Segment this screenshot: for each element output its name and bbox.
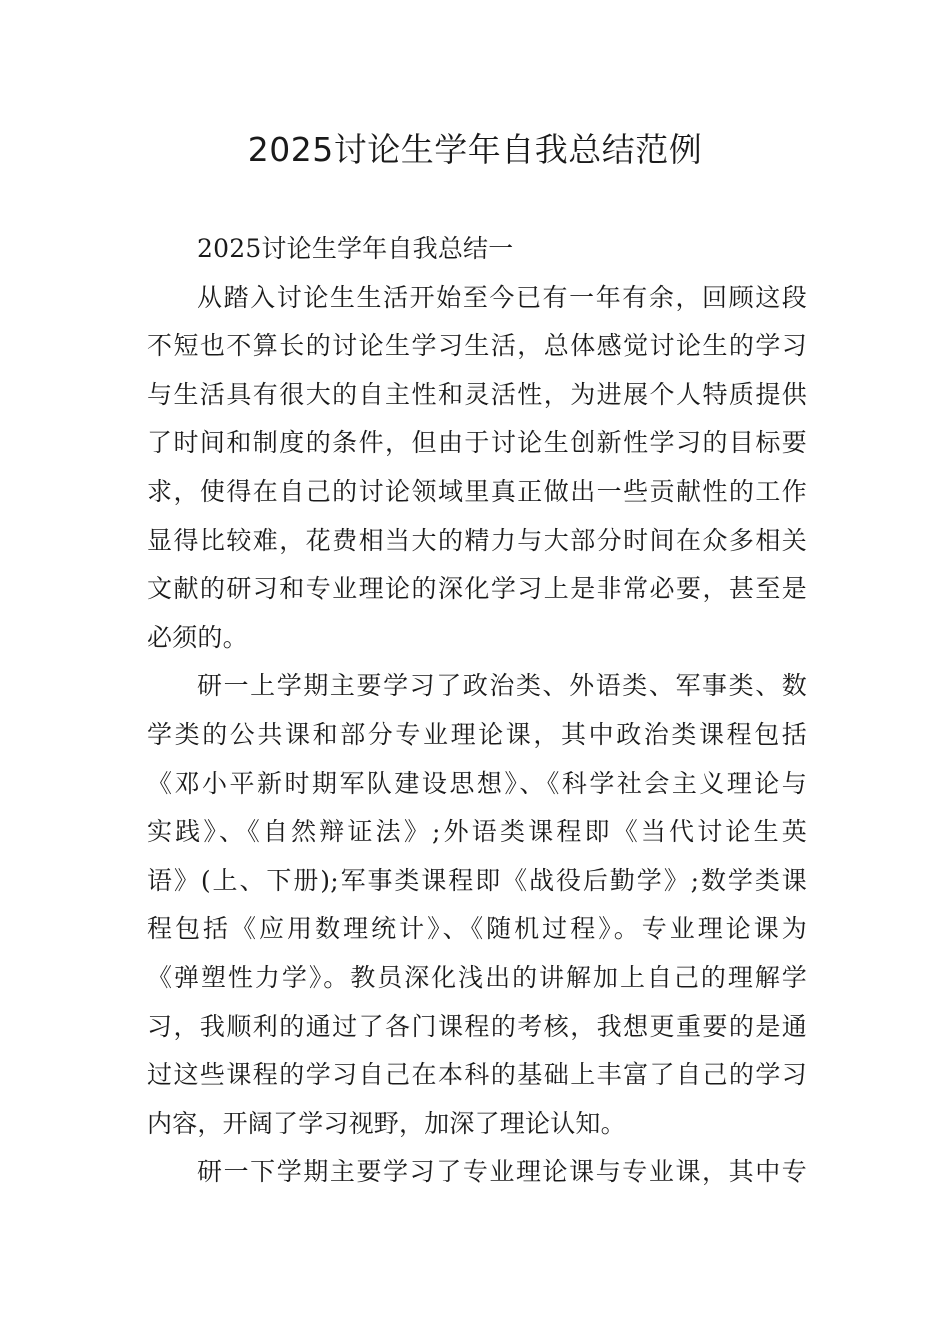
paragraph-line: 过这些课程的学习自己在本科的基础上丰富了自己的学习 <box>147 1060 807 1090</box>
paragraph-line: 从踏入讨论生生活开始至今已有一年有余，回顾这段 <box>197 282 807 312</box>
paragraph-line: 不短也不算长的讨论生学习生活，总体感觉讨论生的学习 <box>147 331 807 361</box>
paragraph-line: 内容，开阔了学习视野，加深了理论认知。 <box>147 1108 626 1138</box>
paragraph-line: 《弹塑性力学》。教员深化浅出的讲解加上自己的理解学 <box>147 962 807 992</box>
paragraph-line: 与生活具有很大的自主性和灵活性，为进展个人特质提供 <box>147 379 807 409</box>
paragraph-line: 学类的公共课和部分专业理论课，其中政治类课程包括 <box>147 719 807 749</box>
paragraph-line: 语》(上、下册);军事类课程即《战役后勤学》;数学类课 <box>147 865 807 895</box>
section-heading: 2025讨论生学年自我总结一 <box>197 234 514 263</box>
paragraph-line: 文献的研习和专业理论的深化学习上是非常必要，甚至是 <box>147 574 807 604</box>
document-title: 2025讨论生学年自我总结范例 <box>247 130 703 169</box>
paragraph-line: 了时间和制度的条件，但由于讨论生创新性学习的目标要 <box>147 428 807 458</box>
paragraph-line: 程包括《应用数理统计》、《随机过程》。专业理论课为 <box>147 914 807 944</box>
paragraph-line: 求，使得在自己的讨论领域里真正做出一些贡献性的工作 <box>147 476 807 506</box>
paragraph-line: 习，我顺利的通过了各门课程的考核，我想更重要的是通 <box>147 1011 807 1041</box>
paragraph-line: 《邓小平新时期军队建设思想》、《科学社会主义理论与 <box>147 768 807 798</box>
paragraph-line: 实践》、《自然辩证法》;外语类课程即《当代讨论生英 <box>147 817 807 847</box>
paragraph-line: 研一上学期主要学习了政治类、外语类、军事类、数 <box>197 671 807 701</box>
document-body <box>147 225 807 1197</box>
paragraph-line: 显得比较难，花费相当大的精力与大部分时间在众多相关 <box>147 525 807 555</box>
paragraph-line: 必须的。 <box>147 622 248 652</box>
paragraph-line: 研一下学期主要学习了专业理论课与专业课，其中专 <box>197 1157 807 1187</box>
